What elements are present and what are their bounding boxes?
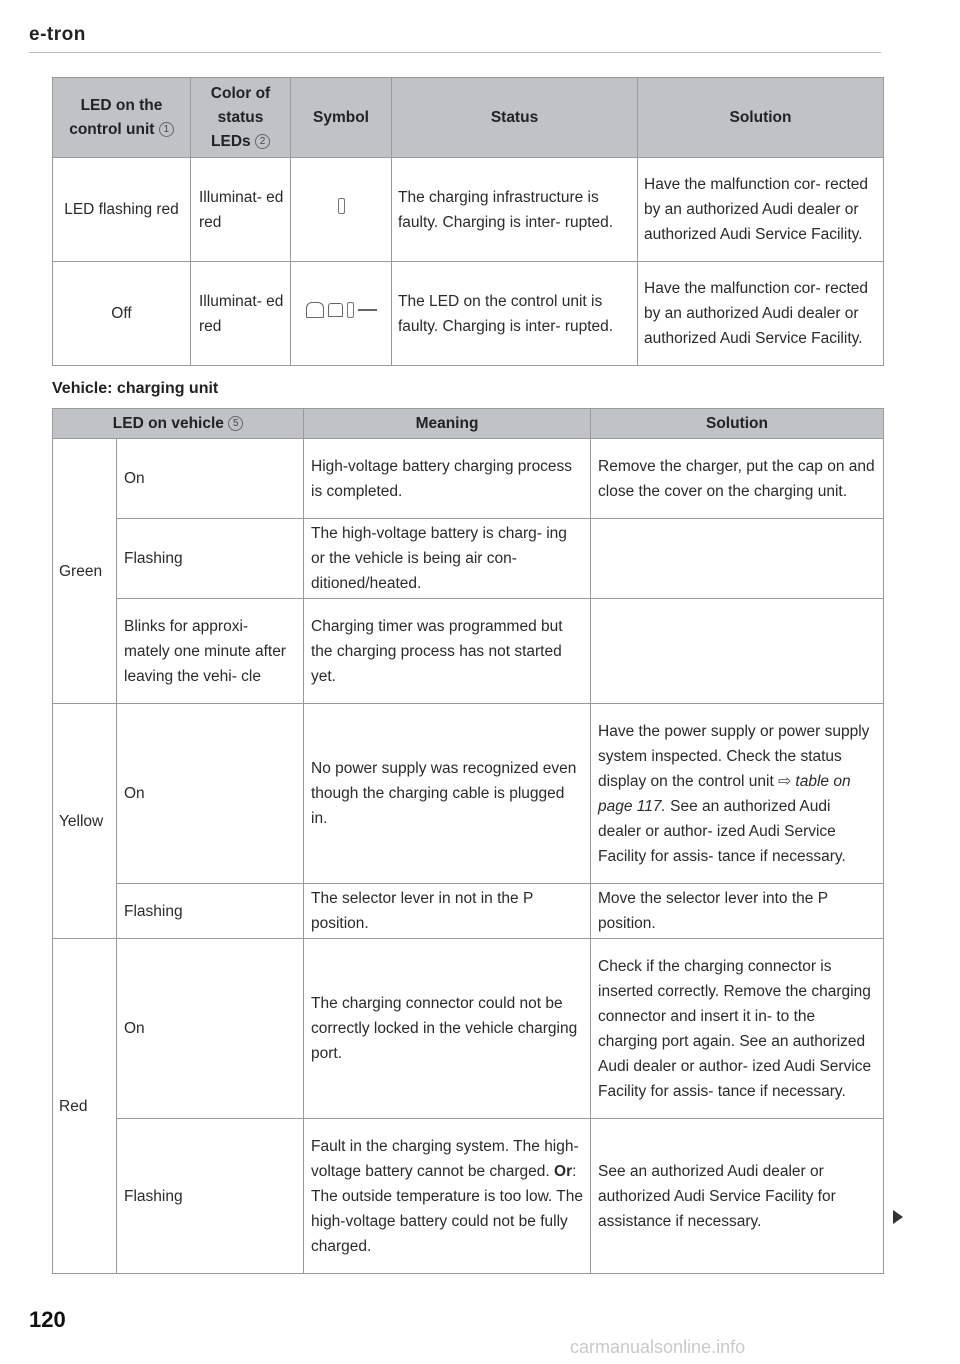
header-led-control-unit: LED on the control unit 1	[53, 78, 191, 158]
led-state: Blinks for approxi- mately one minute after leaving the vehi- cle	[117, 599, 304, 704]
table-header-row	[53, 78, 884, 158]
solution-text	[591, 599, 884, 704]
solution-text: See an authorized Audi dealer or authorized Audi Service Facility for assistance if necessary.	[591, 1119, 884, 1274]
led-state: Flashing	[117, 519, 304, 599]
solution-text: Have the malfunction cor- rected by an authorized Audi dealer or authorized Audi Service Facility.	[638, 262, 884, 366]
meaning-text: No power supply was recognized even though the charging cable is plugged in.	[304, 704, 591, 884]
plug-icon	[338, 198, 345, 214]
symbol-cell	[291, 262, 392, 366]
header-meaning: Meaning	[304, 409, 591, 439]
table-row	[53, 939, 884, 1119]
table-row	[53, 519, 884, 599]
header-symbol: Symbol	[291, 78, 392, 158]
or-label: Or	[554, 1162, 573, 1180]
led-color-green: Green	[53, 439, 117, 704]
meaning-text: The selector lever in not in the P position.	[304, 884, 591, 939]
solution-text: Have the malfunction cor- rected by an authorized Audi dealer or authorized Audi Service Facility.	[638, 158, 884, 262]
running-head: e-tron	[29, 24, 86, 45]
header-solution: Solution	[638, 78, 884, 158]
solution-text: Remove the charger, put the cap on and close the cover on the charging unit.	[591, 439, 884, 519]
header-divider	[29, 52, 881, 53]
section-title: Vehicle: charging unit	[52, 380, 219, 397]
status-text: The charging infrastructure is faulty. Charging is inter- rupted.	[392, 158, 638, 262]
watermark: carmanualsonline.info	[570, 1337, 746, 1357]
led-state: LED flashing red	[53, 158, 191, 262]
meaning-text: High-voltage battery charging process is completed.	[304, 439, 591, 519]
car-icon	[328, 303, 343, 317]
cross-reference-arrow-icon: ⇨	[778, 772, 792, 790]
led-color-yellow: Yellow	[53, 704, 117, 939]
callout-2-icon: 2	[255, 134, 270, 149]
solution-text	[591, 519, 884, 599]
cable-icon	[358, 309, 377, 311]
led-state: Off	[53, 262, 191, 366]
led-state: On	[117, 704, 304, 884]
table-row	[53, 704, 884, 884]
header-color-status-leds: Color of status LEDs 2	[191, 78, 291, 158]
header-solution: Solution	[591, 409, 884, 439]
continue-arrow-icon	[893, 1210, 903, 1224]
charging-station-icon	[306, 302, 324, 318]
plug-icon	[347, 302, 354, 318]
meaning-text: Fault in the charging system. The high-voltage battery cannot be charged. Or: The outside temperature is too low. The high-voltage battery could not be fully charged.	[304, 1119, 591, 1274]
meaning-text: Charging timer was programmed but the charging process has not started yet.	[304, 599, 591, 704]
table-row	[53, 884, 884, 939]
solution-text: Move the selector lever into the P position.	[591, 884, 884, 939]
callout-5-icon: 5	[228, 416, 243, 431]
callout-1-icon: 1	[159, 122, 174, 137]
page-number: 120	[29, 1307, 66, 1332]
table-row	[53, 1119, 884, 1274]
meaning-text: The high-voltage battery is charg- ing or the vehicle is being air con- ditioned/heated.	[304, 519, 591, 599]
led-color-red: Red	[53, 939, 117, 1274]
led-state: Flashing	[117, 1119, 304, 1274]
control-unit-led-table	[52, 77, 884, 366]
solution-text: Check if the charging connector is inserted correctly. Remove the charging connector and insert it in- to the charging port again. See an authorized Audi dealer or author- ized Audi Service Facility for assis- tance if necessary.	[591, 939, 884, 1119]
table-row	[53, 439, 884, 519]
table-row	[53, 599, 884, 704]
meaning-text: The charging connector could not be correctly locked in the vehicle charging port.	[304, 939, 591, 1119]
led-state: Flashing	[117, 884, 304, 939]
header-led-on-vehicle: LED on vehicle 5	[53, 409, 304, 439]
led-state: On	[117, 939, 304, 1119]
status-led-color: Illuminat- ed red	[191, 262, 291, 366]
vehicle-led-table	[52, 408, 884, 1274]
led-state: On	[117, 439, 304, 519]
symbol-cell	[291, 158, 392, 262]
header-status: Status	[392, 78, 638, 158]
table-header-row	[53, 409, 884, 439]
cross-reference-link[interactable]: table on page 117.	[598, 772, 851, 815]
solution-text: Have the power supply or power supply system inspected. Check the status display on the control unit ⇨ table on page 117. See an authorized Audi dealer or author- ized Audi Service Facility for assis- tance if necessary.	[591, 704, 884, 884]
table-row	[53, 158, 884, 262]
table-row	[53, 262, 884, 366]
status-led-color: Illuminat- ed red	[191, 158, 291, 262]
status-text: The LED on the control unit is faulty. Charging is inter- rupted.	[392, 262, 638, 366]
